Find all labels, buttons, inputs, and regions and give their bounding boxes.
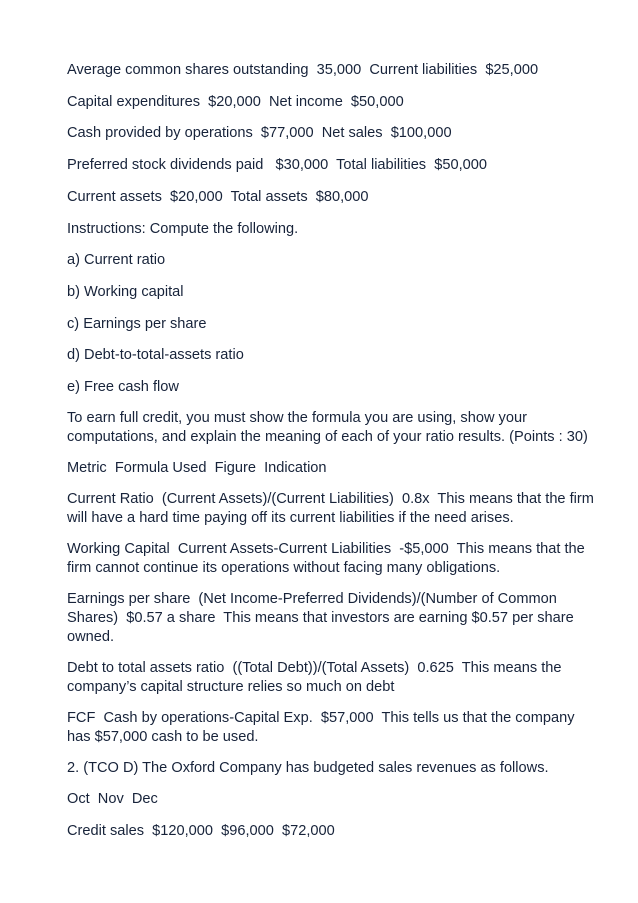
text-line: Metric Formula Used Figure Indication bbox=[67, 460, 327, 476]
text-line: Instructions: Compute the following. bbox=[67, 221, 299, 237]
text-line: Working Capital Current Assets-Current Liabilities -$5,000 This means that the bbox=[67, 541, 585, 557]
text-line: owned. bbox=[67, 629, 115, 645]
text-line: FCF Cash by operations-Capital Exp. $57,000 This tells us that the company bbox=[67, 710, 575, 726]
text-line: e) Free cash flow bbox=[67, 379, 179, 395]
text-line: d) Debt-to-total-assets ratio bbox=[67, 347, 244, 363]
text-line: Shares) $0.57 a share This means that investors are earning $0.57 per share bbox=[67, 610, 574, 626]
text-line: will have a hard time paying off its current liabilities if the need arises. bbox=[67, 510, 514, 526]
text-line: Credit sales $120,000 $96,000 $72,000 bbox=[67, 823, 335, 839]
text-line: computations, and explain the meaning of each of your ratio results. (Points : 30) bbox=[67, 429, 588, 445]
text-line: Earnings per share (Net Income-Preferred Dividends)/(Number of Common bbox=[67, 591, 557, 607]
text-line: Preferred stock dividends paid $30,000 Total liabilities $50,000 bbox=[67, 157, 487, 173]
text-line: c) Earnings per share bbox=[67, 316, 207, 332]
text-line: Capital expenditures $20,000 Net income $50,000 bbox=[67, 94, 404, 110]
text-line: Cash provided by operations $77,000 Net sales $100,000 bbox=[67, 125, 452, 141]
text-line: a) Current ratio bbox=[67, 252, 166, 268]
text-line: company’s capital structure relies so much on debt bbox=[67, 679, 395, 695]
text-line: firm cannot continue its operations without facing many obligations. bbox=[67, 560, 501, 576]
text-line: Current Ratio (Current Assets)/(Current Liabilities) 0.8x This means that the firm bbox=[67, 491, 594, 507]
text-line: 2. (TCO D) The Oxford Company has budgeted sales revenues as follows. bbox=[67, 760, 549, 776]
text-line: Current assets $20,000 Total assets $80,000 bbox=[67, 189, 369, 205]
text-line: To earn full credit, you must show the formula you are using, show your bbox=[67, 410, 527, 426]
text-line: has $57,000 cash to be used. bbox=[67, 729, 259, 745]
text-line: Debt to total assets ratio ((Total Debt))/(Total Assets) 0.625 This means the bbox=[67, 660, 562, 676]
text-line: Oct Nov Dec bbox=[67, 791, 158, 807]
text-line: Average common shares outstanding 35,000 Current liabilities $25,000 bbox=[67, 62, 539, 78]
text-line: b) Working capital bbox=[67, 284, 184, 300]
